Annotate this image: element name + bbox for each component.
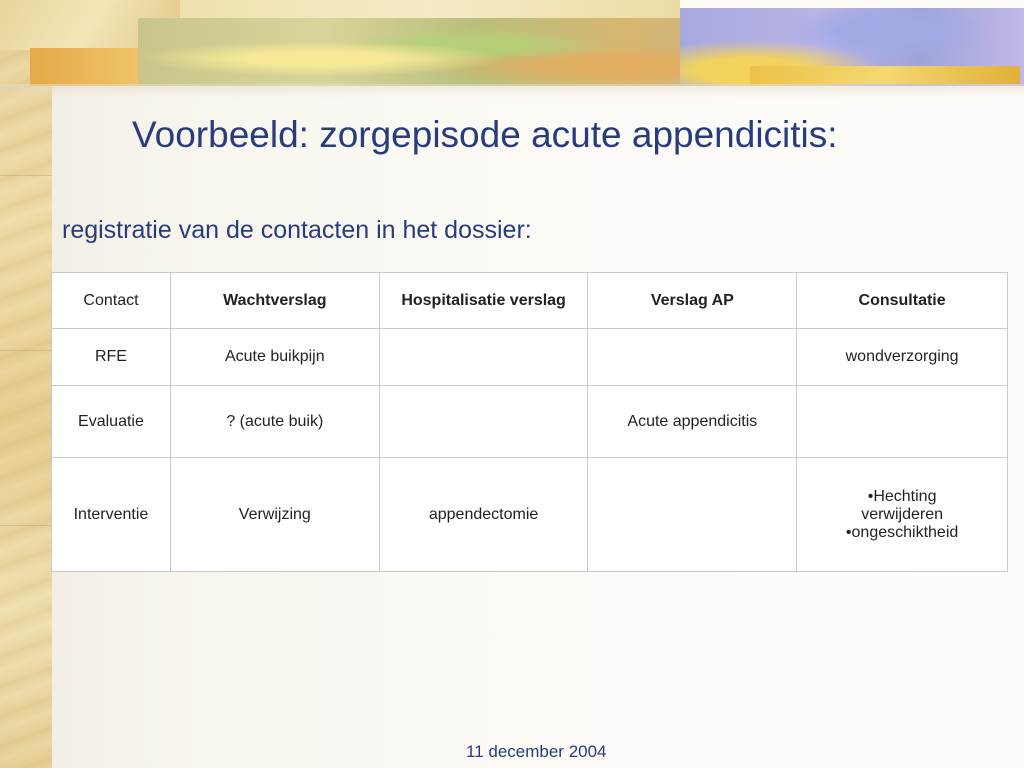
banner-leaf-image (138, 18, 750, 86)
table-row (52, 386, 1008, 458)
table-cell-bullet-list (797, 458, 1008, 572)
table-row (52, 458, 1008, 572)
table-cell (379, 329, 588, 386)
contact-registration-table (51, 272, 1008, 572)
header-verslag-ap: Verslag AP (588, 273, 797, 329)
strip-divider (0, 175, 52, 176)
table-row (52, 329, 1008, 386)
table-cell (588, 329, 797, 386)
table-header-row (52, 273, 1008, 329)
table-cell (797, 386, 1008, 458)
row-label-interventie: Interventie (52, 458, 171, 572)
banner-shadow (0, 84, 1024, 98)
bullet-line: •ongeschiktheid (845, 523, 959, 541)
table-cell (588, 458, 797, 572)
slide-title: Voorbeeld: zorgepisode acute appendicitis: (132, 114, 838, 155)
banner-tile (750, 66, 1020, 84)
table-cell: wondverzorging (797, 329, 1008, 386)
table-cell: Acute appendicitis (588, 386, 797, 458)
slide-subtitle: registratie van de contacten in het dossier: (62, 216, 532, 244)
bullet-line: verwijderen (861, 505, 943, 523)
strip-divider (0, 350, 52, 351)
left-decorative-strip (0, 0, 52, 768)
banner-tile (30, 48, 140, 86)
row-label-evaluatie: Evaluatie (52, 386, 171, 458)
table-cell: appendectomie (379, 458, 588, 572)
table-cell: Acute buikpijn (170, 329, 379, 386)
decorative-banner (0, 0, 1024, 90)
header-hospitalisatie-verslag: Hospitalisatie verslag (379, 273, 588, 329)
header-contact: Contact (52, 273, 171, 329)
row-label-rfe: RFE (52, 329, 171, 386)
table-cell (379, 386, 588, 458)
header-consultatie: Consultatie (797, 273, 1008, 329)
footer-date: 11 december 2004 (466, 742, 607, 761)
table-cell: Verwijzing (170, 458, 379, 572)
table-cell: ? (acute buik) (170, 386, 379, 458)
header-wachtverslag: Wachtverslag (170, 273, 379, 329)
strip-divider (0, 525, 52, 526)
bullet-line: •Hechting (867, 487, 937, 505)
